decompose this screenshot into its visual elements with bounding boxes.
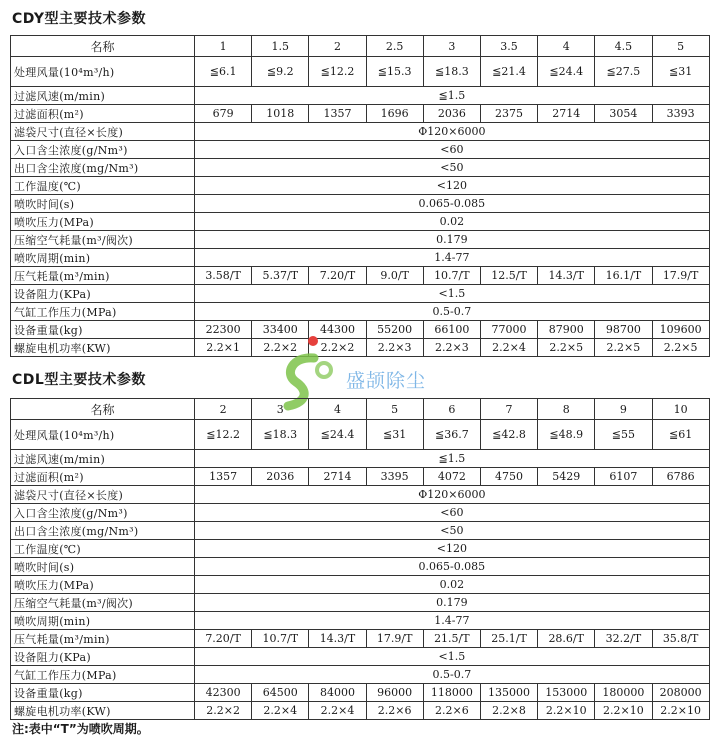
- table-cell: 22300: [195, 321, 252, 339]
- table-cell-merged: 0.5-0.7: [195, 303, 710, 321]
- table-cell: 17.9/T: [366, 630, 423, 648]
- table-cell: 42300: [195, 684, 252, 702]
- table-row: [11, 399, 710, 420]
- table-cell: 2.2×4: [480, 339, 537, 357]
- model-header-cell: 3.5: [480, 36, 537, 57]
- table-row: [11, 36, 710, 57]
- table-row: [11, 450, 710, 468]
- table-cell: 10.7/T: [252, 630, 309, 648]
- table-cell: 5429: [538, 468, 595, 486]
- table-cell: 7.20/T: [309, 267, 366, 285]
- table-row: [11, 612, 710, 630]
- row-label: 处理风量(10⁴m³/h): [11, 57, 195, 87]
- table-cell: 35.8/T: [652, 630, 709, 648]
- table-row: [11, 159, 710, 177]
- table-cell: 2036: [252, 468, 309, 486]
- model-header-cell: 6: [423, 399, 480, 420]
- table-row: [11, 486, 710, 504]
- table-cell: ≦61: [652, 420, 709, 450]
- table-cell: 2036: [423, 105, 480, 123]
- model-header-cell: 1: [195, 36, 252, 57]
- table-cell: 2.2×8: [480, 702, 537, 720]
- table-cell: ≦24.4: [309, 420, 366, 450]
- table-cell: 180000: [595, 684, 652, 702]
- table-cell-merged: <120: [195, 540, 710, 558]
- table-row: [11, 267, 710, 285]
- table-cell: 12.5/T: [480, 267, 537, 285]
- table-cell: 2714: [309, 468, 366, 486]
- model-header-cell: 4: [309, 399, 366, 420]
- row-label: 喷吹周期(min): [11, 249, 195, 267]
- table-cell-merged: 0.179: [195, 231, 710, 249]
- table-cell: ≦18.3: [252, 420, 309, 450]
- table-cell: 84000: [309, 684, 366, 702]
- table-cell: 2.2×2: [195, 702, 252, 720]
- model-header-cell: 2: [195, 399, 252, 420]
- table-cell-merged: 1.4-77: [195, 249, 710, 267]
- table-cell: 7.20/T: [195, 630, 252, 648]
- row-label: 喷吹压力(MPa): [11, 213, 195, 231]
- table-cell: 4072: [423, 468, 480, 486]
- table-cell: 135000: [480, 684, 537, 702]
- table-cell: ≦48.9: [538, 420, 595, 450]
- table-cell-merged: <50: [195, 522, 710, 540]
- table-cell: 109600: [652, 321, 709, 339]
- table-cell: 153000: [538, 684, 595, 702]
- model-header-cell: 8: [538, 399, 595, 420]
- table-cell-merged: 0.065-0.085: [195, 558, 710, 576]
- table-cell: ≦55: [595, 420, 652, 450]
- model-header-cell: 5: [652, 36, 709, 57]
- row-label: 过滤面积(m²): [11, 105, 195, 123]
- table-cell: 2.2×4: [309, 702, 366, 720]
- model-header-cell: 3: [252, 399, 309, 420]
- table-row: [11, 249, 710, 267]
- table-cell: ≦27.5: [595, 57, 652, 87]
- table-cell: 32.2/T: [595, 630, 652, 648]
- row-label: 设备重量(kg): [11, 684, 195, 702]
- table-row: [11, 105, 710, 123]
- table-cell: 2.2×4: [252, 702, 309, 720]
- table-cell: 87900: [538, 321, 595, 339]
- table-row: [11, 213, 710, 231]
- row-label: 设备阻力(KPa): [11, 285, 195, 303]
- row-label: 出口含尘浓度(mg/Nm³): [11, 522, 195, 540]
- table-cell: 33400: [252, 321, 309, 339]
- table-cell-merged: <120: [195, 177, 710, 195]
- table-cell: 2.2×5: [652, 339, 709, 357]
- table-cell: 1357: [309, 105, 366, 123]
- table-cell-merged: Φ120×6000: [195, 123, 710, 141]
- table-cell-merged: 0.065-0.085: [195, 195, 710, 213]
- table-cell: 3395: [366, 468, 423, 486]
- row-label: 名称: [11, 36, 195, 57]
- row-label: 压缩空气耗量(m³/阀次): [11, 594, 195, 612]
- table-row: [11, 123, 710, 141]
- table-cell: 21.5/T: [423, 630, 480, 648]
- cdl-spec-table: [10, 398, 710, 720]
- table-row: [11, 558, 710, 576]
- table-row: [11, 195, 710, 213]
- table-cell: 3054: [595, 105, 652, 123]
- table-cell: 55200: [366, 321, 423, 339]
- table-row: [11, 87, 710, 105]
- row-label: 工作温度(℃): [11, 177, 195, 195]
- model-header-cell: 2.5: [366, 36, 423, 57]
- table-row: [11, 57, 710, 87]
- table-cell: ≦6.1: [195, 57, 252, 87]
- table-cell-merged: 0.179: [195, 594, 710, 612]
- model-header-cell: 2: [309, 36, 366, 57]
- watermark-text: 盛颉除尘: [346, 370, 427, 392]
- table-cell-merged: 1.4-77: [195, 612, 710, 630]
- table-row: [11, 684, 710, 702]
- table-cell: 16.1/T: [595, 267, 652, 285]
- row-label: 压缩空气耗量(m³/阀次): [11, 231, 195, 249]
- cdl-title: CDL型主要技术参数: [12, 372, 146, 388]
- model-header-cell: 9: [595, 399, 652, 420]
- table-cell: ≦12.2: [309, 57, 366, 87]
- table-cell: 96000: [366, 684, 423, 702]
- table-cell: 1357: [195, 468, 252, 486]
- table-row: [11, 504, 710, 522]
- table-cell: 64500: [252, 684, 309, 702]
- row-label: 滤袋尺寸(直径×长度): [11, 123, 195, 141]
- table-cell: 2.2×5: [595, 339, 652, 357]
- model-header-cell: 5: [366, 399, 423, 420]
- table-cell: 2.2×5: [538, 339, 595, 357]
- table-row: [11, 285, 710, 303]
- table-row: [11, 468, 710, 486]
- model-header-cell: 1.5: [252, 36, 309, 57]
- row-label: 喷吹时间(s): [11, 195, 195, 213]
- table-cell: ≦31: [366, 420, 423, 450]
- table-cell: 679: [195, 105, 252, 123]
- table-cell-merged: 0.5-0.7: [195, 666, 710, 684]
- row-label: 入口含尘浓度(g/Nm³): [11, 504, 195, 522]
- row-label: 螺旋电机功率(KW): [11, 339, 195, 357]
- table-cell: 2.2×6: [423, 702, 480, 720]
- table-cell: ≦31: [652, 57, 709, 87]
- table-cell-merged: ≦1.5: [195, 87, 710, 105]
- table-cell: ≦9.2: [252, 57, 309, 87]
- table-cell-merged: 0.02: [195, 213, 710, 231]
- row-label: 设备阻力(KPa): [11, 648, 195, 666]
- model-header-cell: 10: [652, 399, 709, 420]
- row-label: 压气耗量(m³/min): [11, 267, 195, 285]
- cdy-title: CDY型主要技术参数: [12, 11, 147, 27]
- row-label: 喷吹周期(min): [11, 612, 195, 630]
- table-row: [11, 594, 710, 612]
- table-cell: 28.6/T: [538, 630, 595, 648]
- table-cell: ≦12.2: [195, 420, 252, 450]
- table-cell: 118000: [423, 684, 480, 702]
- table-row: [11, 522, 710, 540]
- table-cell: 14.3/T: [538, 267, 595, 285]
- table-cell-merged: ≦1.5: [195, 450, 710, 468]
- row-label: 入口含尘浓度(g/Nm³): [11, 141, 195, 159]
- table-row: [11, 420, 710, 450]
- table-cell-merged: <1.5: [195, 648, 710, 666]
- table-cell: 2.2×6: [366, 702, 423, 720]
- table-cell: 2.2×1: [195, 339, 252, 357]
- row-label: 过滤风速(m/min): [11, 87, 195, 105]
- row-label: 过滤面积(m²): [11, 468, 195, 486]
- row-label: 出口含尘浓度(mg/Nm³): [11, 159, 195, 177]
- table-cell-merged: 0.02: [195, 576, 710, 594]
- table-row: [11, 177, 710, 195]
- red-dot-marker: [308, 336, 318, 346]
- table-cell: 9.0/T: [366, 267, 423, 285]
- table-cell: 1018: [252, 105, 309, 123]
- table-cell-merged: <1.5: [195, 285, 710, 303]
- model-header-cell: 3: [423, 36, 480, 57]
- table-cell: 2.2×2: [252, 339, 309, 357]
- table-row: [11, 141, 710, 159]
- row-label: 滤袋尺寸(直径×长度): [11, 486, 195, 504]
- row-label: 设备重量(kg): [11, 321, 195, 339]
- table-cell: 17.9/T: [652, 267, 709, 285]
- table-cell: 25.1/T: [480, 630, 537, 648]
- model-header-cell: 7: [480, 399, 537, 420]
- table-cell: ≦36.7: [423, 420, 480, 450]
- table-cell: 2714: [538, 105, 595, 123]
- table-cell: ≦15.3: [366, 57, 423, 87]
- row-label: 压气耗量(m³/min): [11, 630, 195, 648]
- table-cell: 4750: [480, 468, 537, 486]
- table-cell: 3393: [652, 105, 709, 123]
- table-cell: 6107: [595, 468, 652, 486]
- table-cell-merged: <60: [195, 141, 710, 159]
- table-row: [11, 321, 710, 339]
- table-cell: 44300: [309, 321, 366, 339]
- table-cell: ≦24.4: [538, 57, 595, 87]
- row-label: 气缸工作压力(MPa): [11, 303, 195, 321]
- row-label: 喷吹压力(MPa): [11, 576, 195, 594]
- table-cell: 1696: [366, 105, 423, 123]
- table-cell: 98700: [595, 321, 652, 339]
- table-cell: 2.2×3: [423, 339, 480, 357]
- row-label: 气缸工作压力(MPa): [11, 666, 195, 684]
- table-cell: 2.2×10: [652, 702, 709, 720]
- table-row: [11, 630, 710, 648]
- row-label: 工作温度(℃): [11, 540, 195, 558]
- table-cell-merged: <60: [195, 504, 710, 522]
- table-row: [11, 540, 710, 558]
- table-cell: 77000: [480, 321, 537, 339]
- table-row: [11, 303, 710, 321]
- row-label: 名称: [11, 399, 195, 420]
- table-row: [11, 576, 710, 594]
- table-row: [11, 231, 710, 249]
- table-cell: 2375: [480, 105, 537, 123]
- table-row: [11, 648, 710, 666]
- table-cell: 14.3/T: [309, 630, 366, 648]
- table-cell: 6786: [652, 468, 709, 486]
- table-cell: 66100: [423, 321, 480, 339]
- table-row: [11, 666, 710, 684]
- table-cell: ≦42.8: [480, 420, 537, 450]
- footnote: 注:表中“T”为喷吹周期。: [12, 722, 149, 736]
- model-header-cell: 4.5: [595, 36, 652, 57]
- model-header-cell: 4: [538, 36, 595, 57]
- table-cell-merged: Φ120×6000: [195, 486, 710, 504]
- table-cell: 10.7/T: [423, 267, 480, 285]
- table-cell: 3.58/T: [195, 267, 252, 285]
- table-cell: 208000: [652, 684, 709, 702]
- row-label: 处理风量(10⁴m³/h): [11, 420, 195, 450]
- table-cell: ≦21.4: [480, 57, 537, 87]
- table-cell-merged: <50: [195, 159, 710, 177]
- table-cell: 2.2×10: [538, 702, 595, 720]
- table-cell: 2.2×2: [309, 339, 366, 357]
- table-cell: ≦18.3: [423, 57, 480, 87]
- table-cell: 2.2×10: [595, 702, 652, 720]
- table-cell: 2.2×3: [366, 339, 423, 357]
- row-label: 喷吹时间(s): [11, 558, 195, 576]
- table-row: [11, 702, 710, 720]
- row-label: 螺旋电机功率(KW): [11, 702, 195, 720]
- table-cell: 5.37/T: [252, 267, 309, 285]
- cdy-spec-table: [10, 35, 710, 357]
- row-label: 过滤风速(m/min): [11, 450, 195, 468]
